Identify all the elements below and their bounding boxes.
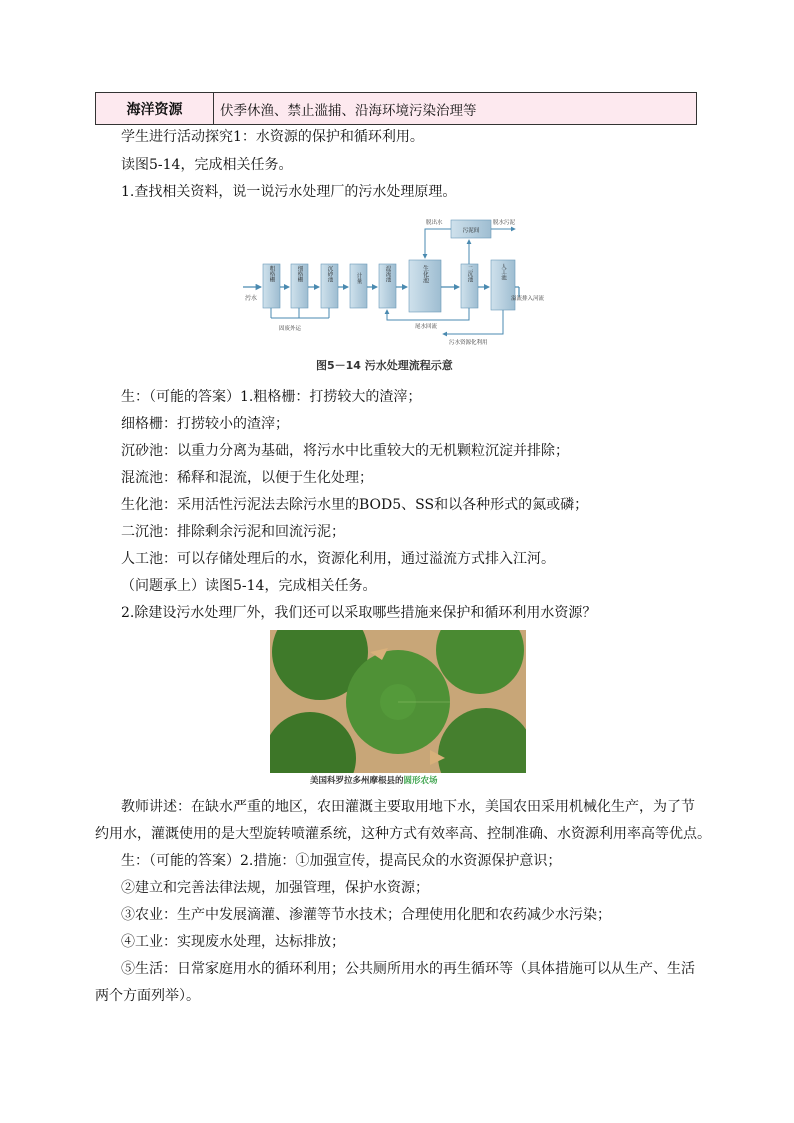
process-box-label: 混流池 <box>384 265 391 283</box>
process-box-3 <box>321 264 338 308</box>
process-box-8 <box>491 260 515 310</box>
table-header-cell: 海洋资源 <box>96 93 214 125</box>
answer-line-1: 生：（可能的答案）1.粗格栅：打捞较大的渣滓； <box>121 389 422 405</box>
measure-line-4: ④工业：实现废水处理，达标排放； <box>121 934 345 950</box>
activity-title: 学生进行活动探究1：水资源的保护和循环利用。 <box>121 129 424 145</box>
process-box-label: 生化池 <box>421 265 429 283</box>
photo-caption-prefix: 美国科罗拉多州摩根县的 <box>310 776 404 786</box>
measure-line-3: ③农业：生产中发展滴灌、渗灌等节水技术；合理使用化肥和农药减少水污染； <box>121 907 611 923</box>
teacher-line-2: 约用水，灌溉使用的是大型旋转喷灌系统，这种方式有效率高、控制准确、水资源利用率高等优点。 <box>95 826 711 842</box>
table-row <box>96 93 697 125</box>
photo-caption-highlight: 圆形农场 <box>403 776 438 786</box>
process-box-4 <box>350 264 367 308</box>
dewater-in-label: 脱出水 <box>426 220 443 226</box>
solid-waste-label: 固废外运 <box>279 326 302 332</box>
sewage-flow-diagram <box>243 212 552 350</box>
answer-line-3: 沉砂池：以重力分离为基础，将污水中比重较大的无机颗粒沉淀并排除； <box>121 443 569 459</box>
measure-line-2: ②建立和完善法律法规，加强管理，保护水资源； <box>121 880 429 896</box>
process-box-label: 沉砂池 <box>326 265 333 283</box>
process-box-label: 人工池 <box>500 263 506 281</box>
diagram-caption: 图5－14 污水处理流程示意 <box>316 359 453 372</box>
measure-line-6: 两个方面列举）。 <box>95 988 200 1004</box>
process-box-2 <box>291 264 308 308</box>
read-figure-instruction: 读图5-14，完成相关任务。 <box>121 157 293 173</box>
process-box-1 <box>263 264 280 308</box>
measure-line-1: 生：（可能的答案）2.措施：①加强宣传，提高民众的水资源保护意识； <box>121 853 562 869</box>
sludge-box-label: 污泥间 <box>462 228 480 234</box>
measure-line-5: ⑤生活：日常家庭用水的循环利用；公共厕所用水的再生循环等（具体措施可以从生产、生活 <box>121 961 695 977</box>
process-box-label: 细格栅 <box>296 265 303 283</box>
photo-caption <box>310 774 438 786</box>
answer-line-6: 二沉池：排除剩余污泥和回流污泥； <box>121 524 345 540</box>
question-prompt: （问题承上）读图5-14，完成相关任务。 <box>121 578 377 594</box>
reuse-label: 污水资源化利用 <box>449 340 488 346</box>
process-box-label: 二沉池 <box>466 265 473 283</box>
question-2: 2.除建设污水处理厂外，我们还可以采取哪些措施来保护和循环利用水资源？ <box>121 605 597 621</box>
answer-line-2: 细格栅：打捞较小的渣滓； <box>121 416 289 432</box>
answer-line-5: 生化池：采用活性污泥法去除污水里的BOD5、SS和以各种形式的氮或磷； <box>121 497 589 513</box>
tail-water-label: 尾水回流 <box>415 324 438 330</box>
process-box-label: 计量 <box>355 272 362 284</box>
sludge-box <box>451 220 491 238</box>
outlet-label: 溢流排入河流 <box>511 296 545 302</box>
table-content-cell: 伏季休渔、禁止滥捕、沿海环境污染治理等 <box>214 93 697 125</box>
question-1: 1.查找相关资料，说一说污水处理厂的污水处理原理。 <box>121 184 457 200</box>
answer-line-4: 混流池：稀释和混流，以便于生化处理； <box>121 470 373 486</box>
dewater-out-label: 脱水污泥 <box>493 220 516 226</box>
answer-line-7: 人工池：可以存储处理后的水，资源化利用，通过溢流方式排入江河。 <box>121 551 555 567</box>
circular-farm-photo <box>270 630 526 773</box>
process-box-6 <box>409 260 441 312</box>
inlet-label: 污水 <box>245 295 258 302</box>
process-box-5 <box>379 264 396 308</box>
process-box-label: 粗格栅 <box>268 265 275 283</box>
teacher-line-1: 教师讲述：在缺水严重的地区，农田灌溉主要取用地下水，美国农田采用机械化生产，为了节 <box>121 799 695 815</box>
resource-table <box>95 92 697 125</box>
process-box-7 <box>461 264 478 308</box>
